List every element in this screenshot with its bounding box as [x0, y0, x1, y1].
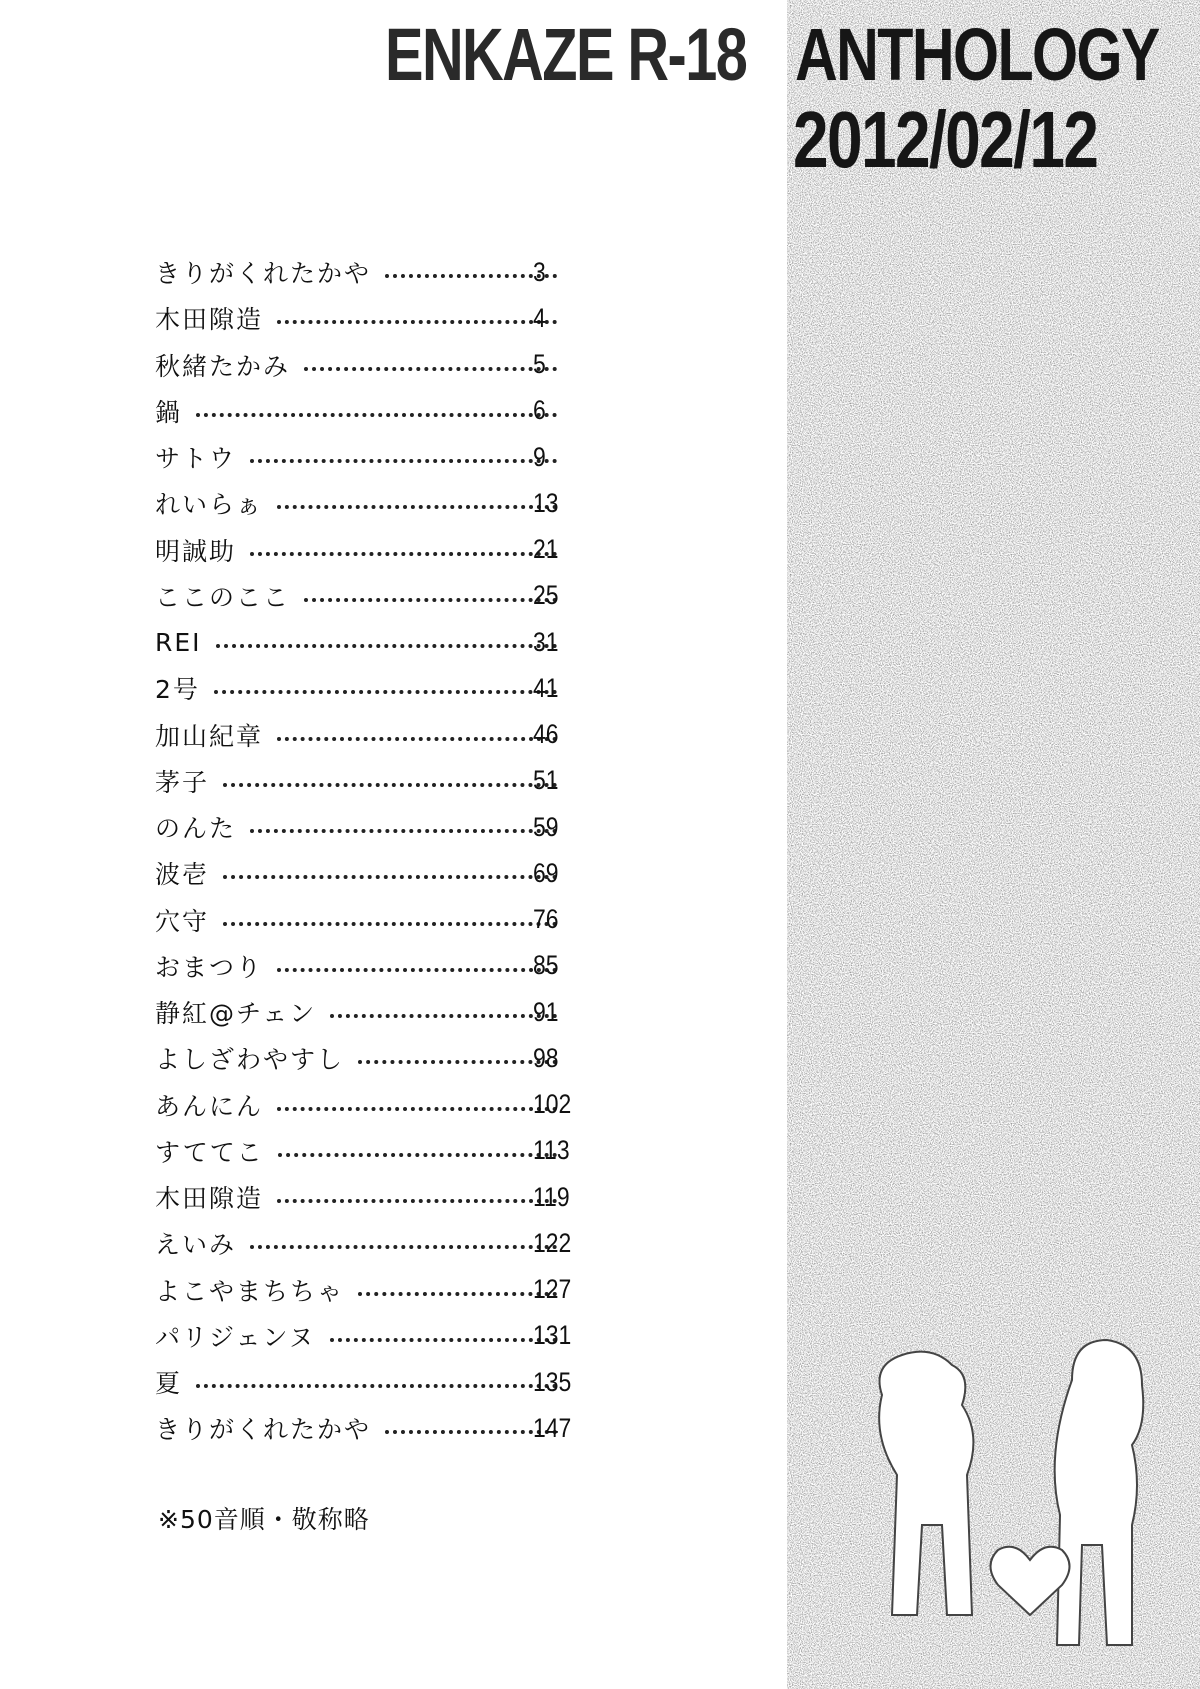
page-number: 31	[533, 626, 559, 657]
noise-texture-panel	[787, 0, 1200, 1689]
dot-leader	[385, 1430, 557, 1434]
page-number: 46	[533, 719, 559, 750]
author-name: 木田隙造	[155, 300, 277, 336]
page-number: 91	[533, 996, 559, 1027]
toc-entry	[155, 897, 595, 943]
toc-entry	[155, 1128, 595, 1174]
dot-leader	[223, 875, 557, 879]
toc-entry	[155, 295, 595, 341]
page-number: 3	[533, 256, 546, 287]
toc-entry	[155, 388, 595, 434]
dot-leader	[358, 1060, 557, 1064]
title-date: 2012/02/12	[793, 95, 1098, 184]
toc-entry	[155, 665, 595, 711]
toc-entry	[155, 989, 595, 1035]
page-number: 51	[533, 765, 559, 796]
page-number: 127	[533, 1274, 572, 1305]
page-number: 131	[533, 1320, 572, 1351]
page-number: 76	[533, 904, 559, 935]
toc-entry	[155, 804, 595, 850]
author-name: えいみ	[155, 1225, 250, 1261]
dot-leader	[330, 1014, 557, 1018]
title-anthology: ANTHOLOGY	[795, 13, 1159, 96]
dot-leader	[304, 598, 557, 602]
author-name: 穴守	[155, 902, 223, 938]
toc-entry	[155, 342, 595, 388]
author-name: れいらぁ	[155, 485, 277, 521]
toc-entry	[155, 1313, 595, 1359]
dot-leader	[223, 922, 557, 926]
toc-entry	[155, 1035, 595, 1081]
page-number: 147	[533, 1412, 572, 1443]
page-number: 4	[533, 302, 546, 333]
toc-entry	[155, 480, 595, 526]
dot-leader	[277, 737, 557, 741]
dot-leader	[385, 274, 557, 278]
toc-entry	[155, 850, 595, 896]
author-name: サトウ	[155, 439, 250, 475]
toc-entry	[155, 943, 595, 989]
toc-entry	[155, 712, 595, 758]
table-of-contents	[155, 249, 595, 1452]
toc-entry	[155, 1405, 595, 1451]
page-number: 25	[533, 580, 559, 611]
page-number: 113	[533, 1135, 570, 1166]
author-name: 波壱	[155, 855, 223, 891]
dot-leader	[277, 1107, 557, 1111]
author-name: きりがくれたかや	[155, 254, 385, 290]
toc-entry	[155, 1267, 595, 1313]
page-number: 59	[533, 811, 559, 842]
page-number: 9	[533, 441, 546, 472]
dot-leader	[330, 1338, 557, 1342]
author-name: 夏	[155, 1364, 196, 1400]
toc-entry	[155, 434, 595, 480]
dot-leader	[250, 829, 557, 833]
page-number: 98	[533, 1042, 559, 1073]
page-number: 85	[533, 950, 559, 981]
author-name: ここのここ	[155, 578, 304, 614]
author-name: よこやまちちゃ	[155, 1272, 358, 1308]
author-name: REI	[155, 628, 216, 657]
page-number: 21	[533, 534, 559, 565]
dot-leader	[214, 690, 557, 694]
author-name: あんにん	[155, 1087, 277, 1123]
author-name: 秋緒たかみ	[155, 347, 304, 383]
dot-leader	[250, 1245, 557, 1249]
toc-entry	[155, 1220, 595, 1266]
dot-leader	[278, 1153, 557, 1157]
toc-entry	[155, 1359, 595, 1405]
sort-note: ※50音順・敬称略	[158, 1505, 370, 1534]
author-name: パリジェンヌ	[155, 1318, 330, 1354]
page-number: 6	[533, 395, 546, 426]
toc-entry	[155, 573, 595, 619]
dot-leader	[358, 1292, 557, 1296]
page-number: 102	[533, 1089, 572, 1120]
dot-leader	[196, 1384, 557, 1388]
page-number: 41	[533, 672, 559, 703]
page-number: 135	[533, 1366, 572, 1397]
toc-entry	[155, 1174, 595, 1220]
dot-leader	[223, 783, 557, 787]
author-name: すててこ	[155, 1133, 278, 1169]
author-name: 茅子	[155, 763, 223, 799]
dot-leader	[304, 367, 557, 371]
page-number: 119	[533, 1181, 570, 1212]
toc-entry	[155, 1082, 595, 1128]
dot-leader	[196, 413, 557, 417]
page-number: 69	[533, 857, 559, 888]
author-name: きりがくれたかや	[155, 1410, 385, 1446]
author-name: 明誠助	[155, 532, 250, 568]
toc-entry	[155, 619, 595, 665]
page-number: 5	[533, 349, 546, 380]
author-name: おまつり	[155, 948, 277, 984]
author-name: 木田隙造	[155, 1179, 277, 1215]
dot-leader	[277, 505, 557, 509]
page-number: 122	[533, 1227, 572, 1258]
author-name: 鍋	[155, 393, 196, 429]
dot-leader	[277, 1199, 557, 1203]
dot-leader	[277, 320, 557, 324]
author-name: 加山紀章	[155, 717, 277, 753]
author-name: のんた	[155, 809, 250, 845]
toc-entry	[155, 527, 595, 573]
dot-leader	[250, 459, 557, 463]
author-name: 2号	[155, 670, 214, 706]
toc-entry	[155, 758, 595, 804]
author-name: 静紅@チェン	[155, 994, 330, 1030]
dot-leader	[216, 644, 557, 648]
title-enkaze-r18: ENKAZE R-18	[385, 13, 747, 96]
author-name: よしざわやすし	[155, 1040, 358, 1076]
dot-leader	[250, 552, 557, 556]
toc-entry	[155, 249, 595, 295]
page-number: 13	[533, 487, 559, 518]
dot-leader	[277, 968, 557, 972]
